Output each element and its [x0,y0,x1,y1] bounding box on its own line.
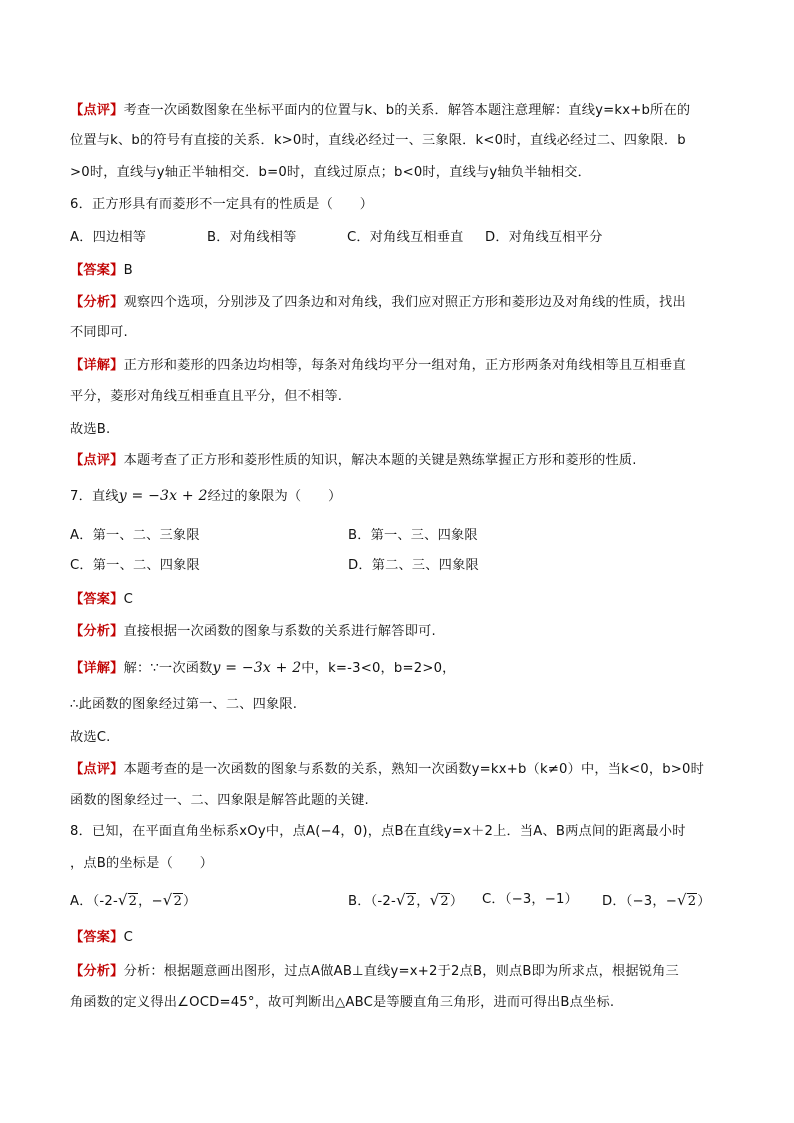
q7-stem-post: 经过的象限为（ ） [207,489,342,504]
q6-stem-text: 6．正方形具有而菱形不一定具有的性质是（ ） [70,197,374,212]
q6-detail-text-1: 正方形和菱形的四条边均相等，每条对角线均平分一组对角，正方形两条对角线相等且互相垂直 [123,358,686,373]
q7-stem-formula: y = −3x + 2 [118,488,208,504]
q8-analysis-line-1 [70,962,679,982]
q8-option-a-part2: ，− [138,894,163,909]
q7-therefore-text: ∴此函数的图象经过第一、二、四象限. [70,697,298,712]
q8-option-d-part3: ） [697,894,711,909]
q8-option-a [70,890,196,912]
sqrt-symbol: √2 [117,891,138,909]
sqrt-radicand: 2 [173,894,183,909]
q6-choose [70,420,110,440]
q6-detail-text-2: 平分，菱形对角线互相垂直且平分，但不相等. [70,389,343,404]
q6-detail-line-2 [70,387,342,407]
q6-analysis-line-2 [70,323,128,343]
comment-tag: 【点评】 [70,453,124,468]
prev-comment-text-2: 位置与k、b的符号有直接的关系．k>0时，直线必经过一、三象限．k<0时，直线必经过二、四象限．b [70,133,686,148]
q7-options-row-2 [70,556,690,576]
prev-comment-line-2 [70,131,686,151]
q6-comment [70,451,637,471]
sqrt-radicand: 2 [406,894,416,909]
q7-detail-formula: y = −3x + 2 [212,660,302,676]
q8-analysis-text-1: 分析：根据题意画出图形，过点A做AB⊥直线y=x+2于2点B，则点B即为所求点，根据锐角三 [123,964,679,979]
q7-detail-pre: 解：∵一次函数 [123,661,213,676]
sqrt-radicand: 2 [687,894,697,909]
q6-option-b: B．对角线相等 [207,230,297,245]
comment-tag: 【点评】 [70,103,124,118]
analysis-tag: 【分析】 [70,964,124,979]
answer-tag: 【答案】 [70,930,124,945]
q7-options-row-1 [70,526,690,546]
q7-detail-post: 中，k=-3<0，b=2>0， [301,661,456,676]
q8-option-c: C．（−3，−1） [482,892,579,907]
q7-analysis-text: 直接根据一次函数的图象与系数的关系进行解答即可. [123,624,436,639]
prev-comment-text-1: 考查一次函数图象在坐标平面内的位置与k、b的关系．解答本题注意理解：直线y=kx+b所在的 [123,103,691,118]
q8-options [70,890,730,912]
prev-comment-text-3: >0时，直线与y轴正半轴相交．b=0时，直线过原点；b<0时，直线与y轴负半轴相交． [70,165,592,180]
prev-comment-line-3 [70,163,591,183]
answer-tag: 【答案】 [70,592,124,607]
q6-answer-value: B [123,263,133,278]
q7-option-c: C．第一、二、四象限 [70,558,200,573]
q7-option-d: D．第二、三、四象限 [348,558,479,573]
q8-stem-line-1 [70,822,686,842]
q8-analysis-line-2 [70,993,614,1013]
q6-analysis-text-2: 不同即可. [70,325,128,340]
q7-therefore [70,695,297,715]
q6-stem [70,195,373,215]
q6-option-d: D．对角线互相平分 [485,230,603,245]
q7-answer [70,590,133,610]
sqrt-symbol: √2 [677,891,697,909]
q7-detail [70,658,456,679]
q6-option-c: C．对角线互相垂直 [347,230,464,245]
q8-option-b-part3: ） [449,894,464,909]
q7-stem [70,486,341,507]
q8-option-d-part1: D．（−3，− [602,894,678,909]
q8-stem-text-1: 8．已知，在平面直角坐标系xOy中，点A(−4，0)，点B在直线y=x＋2上．当A、B两点间的距离最小时 [70,824,686,839]
q8-option-a-part3: ） [183,894,197,909]
q8-answer-value: C [123,930,133,945]
comment-tag: 【点评】 [70,762,124,777]
sqrt-radicand: 2 [440,894,449,909]
detail-tag: 【详解】 [70,358,124,373]
q7-option-b: B．第一、三、四象限 [348,528,478,543]
sqrt-radicand: 2 [128,894,138,909]
q8-option-d [602,890,711,912]
q7-option-a: A．第一、二、三象限 [70,528,200,543]
q6-option-a: A．四边相等 [70,230,147,245]
q6-answer [70,261,133,281]
q6-options [70,228,670,248]
q8-option-b [348,890,463,912]
q7-stem-pre: 7．直线 [70,489,119,504]
q6-comment-text: 本题考查了正方形和菱形性质的知识，解决本题的关键是熟练掌握正方形和菱形的性质. [123,453,637,468]
q8-stem-line-2 [70,854,213,874]
q7-comment-text-1: 本题考查的是一次函数的图象与系数的关系，熟知一次函数y=kx+b（k≠0）中，当k<0，b>0时 [123,762,705,777]
detail-tag: 【详解】 [70,661,124,676]
q7-comment-line-2 [70,791,369,811]
q6-choose-text: 故选B. [70,422,111,437]
q7-choose [70,728,111,748]
q8-option-b-part2: ， [416,894,430,909]
sqrt-symbol: √2 [429,891,449,909]
q7-comment-text-2: 函数的图象经过一、二、四象限是解答此题的关键. [70,793,369,808]
prev-comment-line-1 [70,101,690,121]
q8-stem-text-2: ，点B的坐标是（ ） [70,856,214,871]
q6-analysis-line-1 [70,293,686,313]
sqrt-symbol: √2 [162,891,183,909]
q8-option-a-part1: A．（-2- [70,894,118,909]
q8-answer [70,928,133,948]
q7-choose-text: 故选C. [70,730,111,745]
q7-comment-line-1 [70,760,704,780]
sqrt-symbol: √2 [395,891,416,909]
analysis-tag: 【分析】 [70,624,124,639]
q7-answer-value: C [123,592,133,607]
answer-tag: 【答案】 [70,263,124,278]
q6-detail-line-1 [70,356,686,376]
q7-analysis [70,622,436,642]
q8-analysis-text-2: 角函数的定义得出∠OCD=45°，故可判断出△ABC是等腰直角三角形，进而可得出B点坐标. [70,995,615,1010]
q6-analysis-text-1: 观察四个选项，分别涉及了四条边和对角线，我们应对照正方形和菱形边及对角线的性质，找出 [123,295,686,310]
analysis-tag: 【分析】 [70,295,124,310]
q8-option-b-part1: B．（-2- [348,894,396,909]
